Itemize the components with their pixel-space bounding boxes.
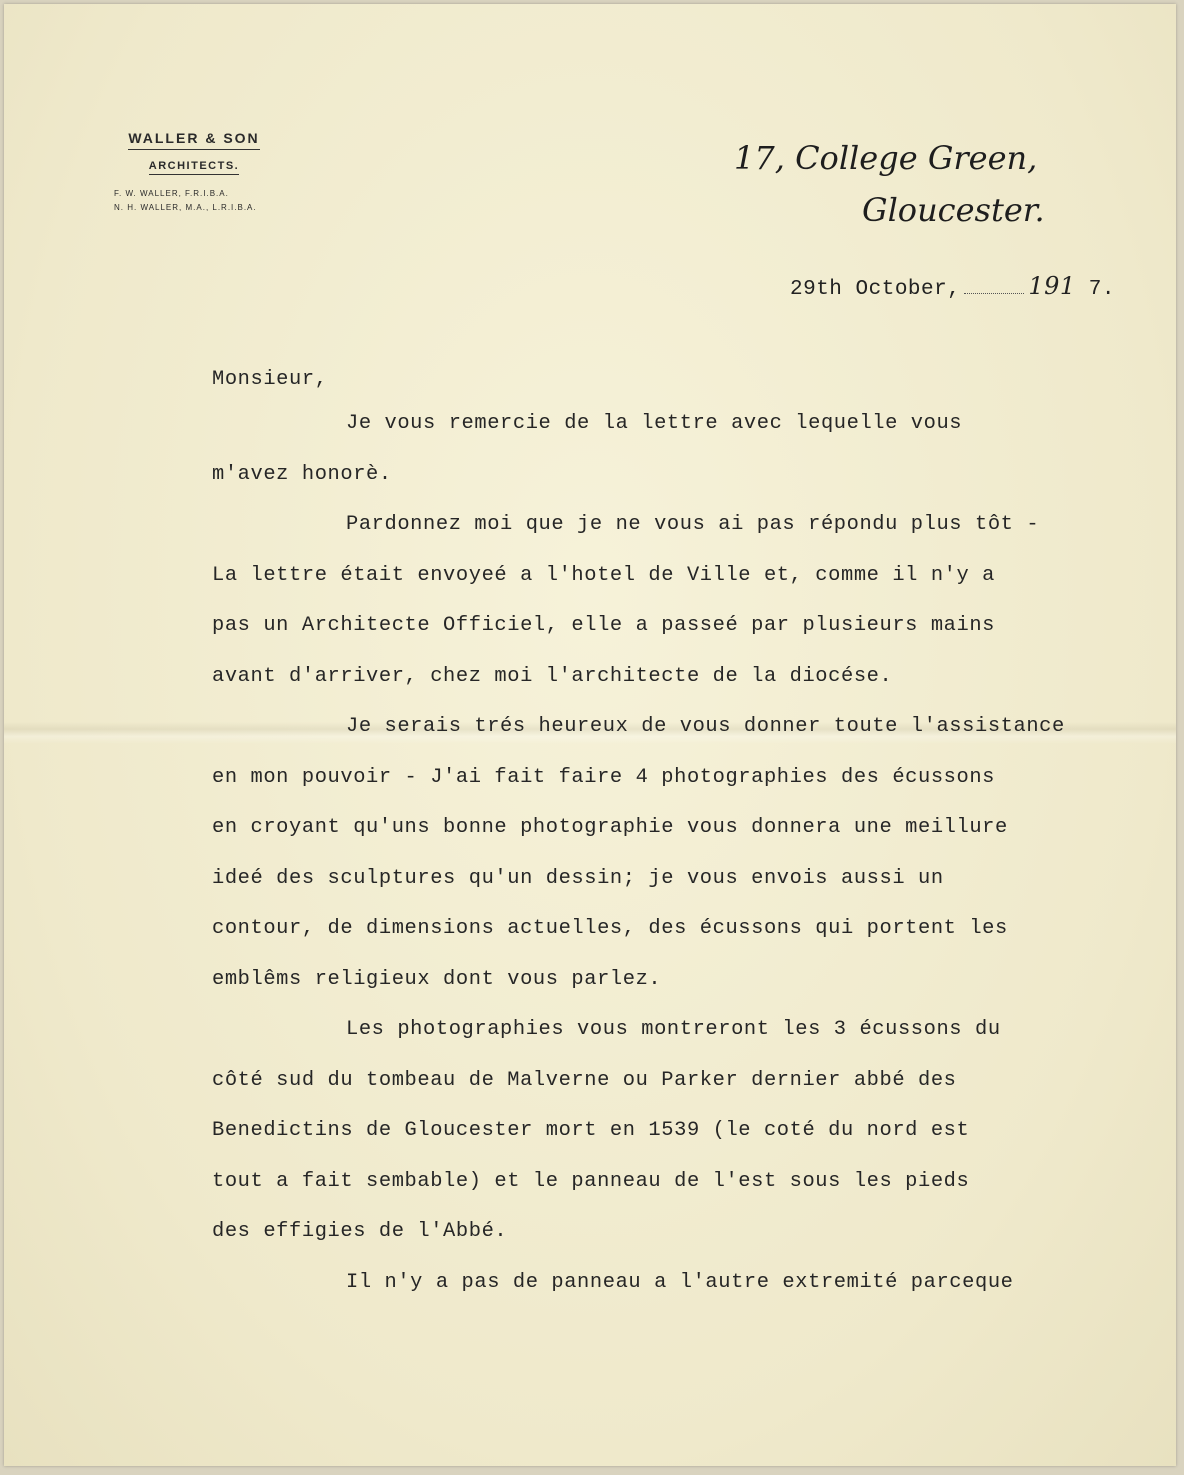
body-line: Benedictins de Gloucester mort en 1539 (le coté du nord est: [212, 1119, 970, 1142]
body-line: pas un Architecte Officiel, elle a passeé par plusieurs mains: [212, 614, 996, 637]
partner-line: N. H. WALLER, M.A., L.R.I.B.A.: [114, 203, 257, 212]
body-line: Les photographies vous montreront les 3 écussons du: [346, 1018, 1001, 1041]
letterhead: [94, 130, 294, 215]
address-line-2: Gloucester.: [862, 191, 1045, 229]
date-rule: [964, 293, 1024, 294]
partner-line: F. W. WALLER, F.R.I.B.A.: [114, 189, 229, 198]
body-line: Il n'y a pas de panneau a l'autre extremité parceque: [346, 1270, 1014, 1294]
body-line: Pardonnez moi que je ne vous ai pas répondu plus tôt -: [346, 513, 1040, 536]
body-line: en mon pouvoir - J'ai fait faire 4 photographies des écussons: [212, 765, 996, 789]
address-line-1: 17, College Green,: [734, 139, 1038, 177]
date-year-typed: 7.: [1088, 278, 1115, 301]
body-line: contour, de dimensions actuelles, des écussons qui portent les: [212, 917, 1008, 940]
body-line: des effigies de l'Abbé.: [212, 1220, 508, 1243]
body-line: emblêms religieux dont vous parlez.: [212, 967, 662, 991]
address-block: [734, 132, 1064, 236]
body-line: tout a fait sembable) et le panneau de l'est sous les pieds: [212, 1169, 970, 1193]
letter-date: [790, 272, 1115, 301]
date-typed: 29th October,: [790, 278, 961, 301]
date-year-printed: 191: [1028, 272, 1076, 300]
letter-body: [212, 368, 1152, 1321]
body-line: côté sud du tombeau de Malverne ou Parker dernier abbé des: [212, 1068, 957, 1092]
letter-page: [4, 4, 1176, 1466]
partners-list: [94, 187, 294, 215]
firm-name: WALLER & SON: [128, 130, 259, 150]
body-line: m'avez honorè.: [212, 462, 392, 486]
salutation: Monsieur,: [212, 368, 328, 391]
body-line: La lettre était envoyeé a l'hotel de Ville et, comme il n'y a: [212, 563, 996, 587]
body-line: avant d'arriver, chez moi l'architecte de la diocése.: [212, 664, 893, 688]
body-line: Je vous remercie de la lettre avec lequelle vous: [346, 412, 963, 435]
body-line: Je serais trés heureux de vous donner toute l'assistance: [346, 715, 1065, 738]
firm-role: ARCHITECTS.: [149, 160, 239, 175]
body-line: en croyant qu'uns bonne photographie vous donnera une meillure: [212, 816, 1008, 839]
body-line: ideé des sculptures qu'un dessin; je vous envois aussi un: [212, 866, 944, 890]
